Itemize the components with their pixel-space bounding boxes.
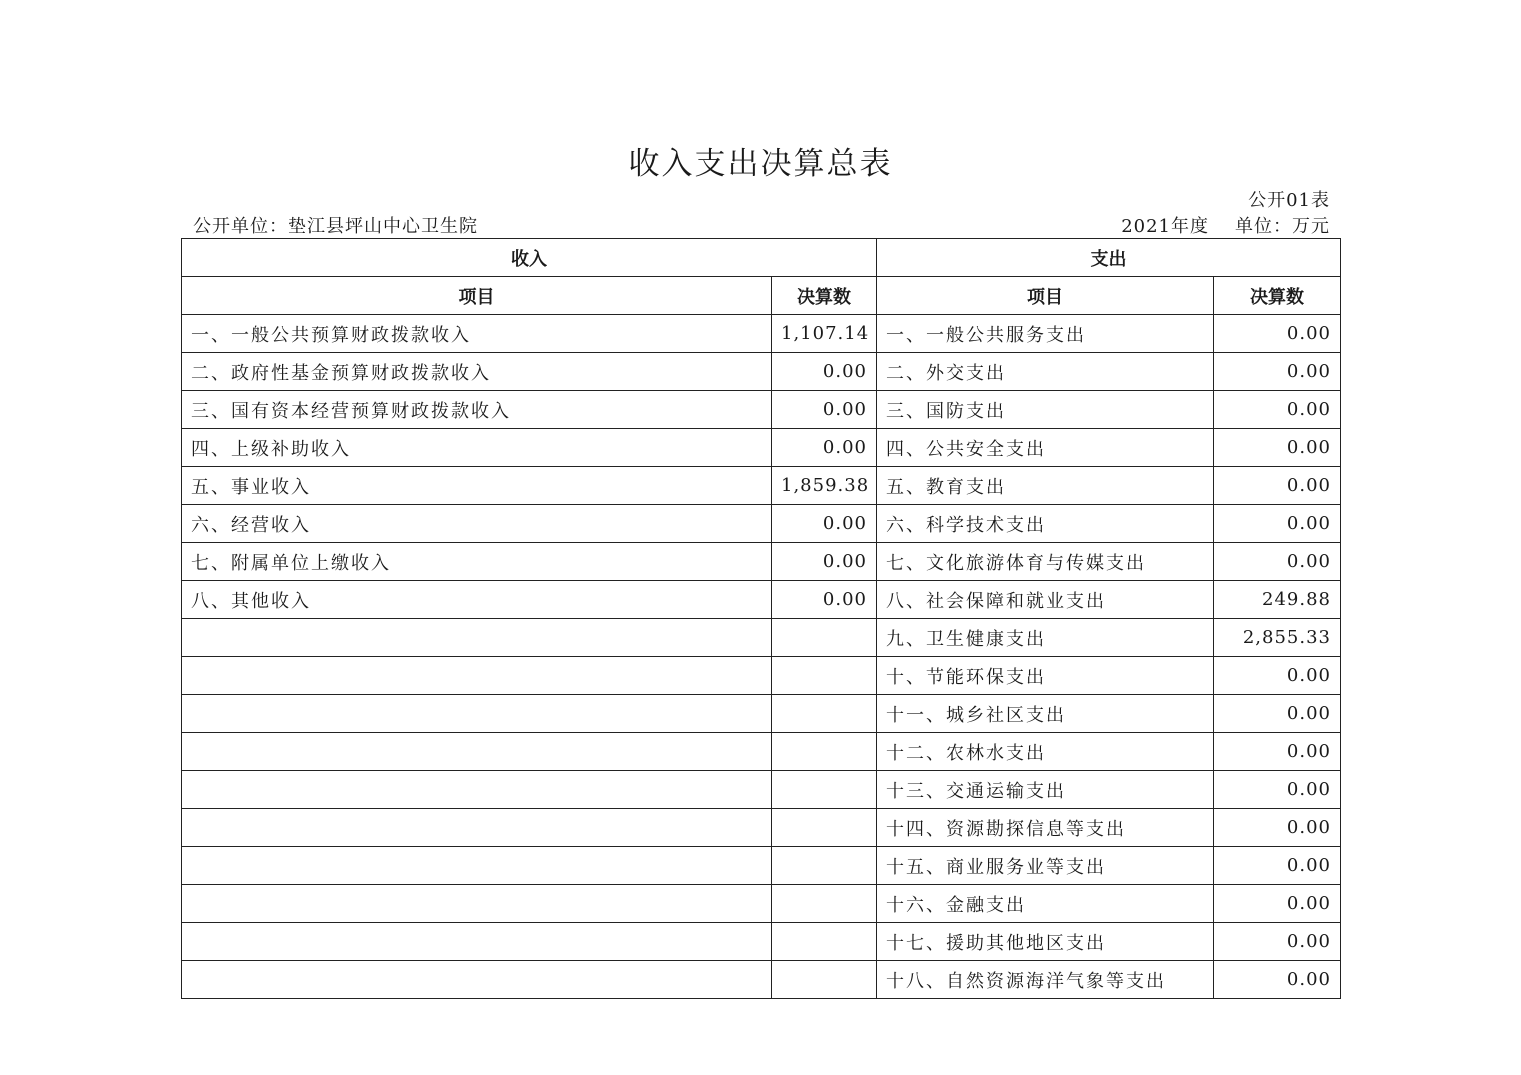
income-amount-cell <box>772 619 877 657</box>
expense-amount-cell: 0.00 <box>1214 391 1341 429</box>
expense-item-cell: 二、外交支出 <box>877 353 1214 391</box>
income-amount-cell <box>772 847 877 885</box>
expense-item-cell: 十八、自然资源海洋气象等支出 <box>877 961 1214 999</box>
expense-amount-cell: 2,855.33 <box>1214 619 1341 657</box>
table-row <box>182 847 1341 885</box>
table-row <box>182 467 1341 505</box>
expense-amount-cell: 0.00 <box>1214 809 1341 847</box>
table-row <box>182 505 1341 543</box>
income-amount-cell <box>772 885 877 923</box>
expense-item-cell: 十二、农林水支出 <box>877 733 1214 771</box>
income-item-cell: 八、其他收入 <box>182 581 772 619</box>
table-row <box>182 391 1341 429</box>
table-row <box>182 581 1341 619</box>
expense-item-cell: 十四、资源勘探信息等支出 <box>877 809 1214 847</box>
income-amount-header: 决算数 <box>772 277 877 315</box>
expense-item-cell: 一、一般公共服务支出 <box>877 315 1214 353</box>
currency-unit: 单位：万元 <box>1235 216 1330 237</box>
table-row <box>182 961 1341 999</box>
expense-item-cell: 十六、金融支出 <box>877 885 1214 923</box>
expense-amount-cell: 0.00 <box>1214 923 1341 961</box>
income-item-cell: 五、事业收入 <box>182 467 772 505</box>
income-item-cell <box>182 695 772 733</box>
table-row <box>182 429 1341 467</box>
income-item-cell <box>182 847 772 885</box>
table-group-header-row <box>182 239 1341 277</box>
expense-amount-cell: 0.00 <box>1214 733 1341 771</box>
income-item-cell <box>182 961 772 999</box>
expense-group-header: 支出 <box>877 239 1341 277</box>
form-number: 公开01表 <box>1248 190 1330 211</box>
expense-amount-cell: 0.00 <box>1214 505 1341 543</box>
income-group-header: 收入 <box>182 239 877 277</box>
expense-amount-cell: 0.00 <box>1214 695 1341 733</box>
expense-item-cell: 八、社会保障和就业支出 <box>877 581 1214 619</box>
table-row <box>182 657 1341 695</box>
table-row <box>182 771 1341 809</box>
expense-item-cell: 十三、交通运输支出 <box>877 771 1214 809</box>
income-item-cell <box>182 771 772 809</box>
page-title: 收入支出决算总表 <box>628 146 893 182</box>
expense-item-cell: 九、卫生健康支出 <box>877 619 1214 657</box>
expense-item-cell: 四、公共安全支出 <box>877 429 1214 467</box>
income-amount-cell: 0.00 <box>772 429 877 467</box>
table-row <box>182 619 1341 657</box>
expense-amount-cell: 0.00 <box>1214 353 1341 391</box>
expense-amount-header: 决算数 <box>1214 277 1341 315</box>
income-amount-cell: 1,859.38 <box>772 467 877 505</box>
table-row <box>182 353 1341 391</box>
expense-amount-cell: 0.00 <box>1214 961 1341 999</box>
income-amount-cell <box>772 771 877 809</box>
unit-info-line <box>193 212 1330 238</box>
income-item-cell <box>182 885 772 923</box>
fiscal-year: 2021年度 <box>1121 216 1209 237</box>
income-item-cell: 二、政府性基金预算财政拨款收入 <box>182 353 772 391</box>
income-amount-cell: 1,107.14 <box>772 315 877 353</box>
table-row <box>182 315 1341 353</box>
table-body <box>182 315 1341 999</box>
income-item-cell <box>182 923 772 961</box>
table-column-header-row <box>182 277 1341 315</box>
expense-item-cell: 十五、商业服务业等支出 <box>877 847 1214 885</box>
income-item-cell: 一、一般公共预算财政拨款收入 <box>182 315 772 353</box>
expense-amount-cell: 0.00 <box>1214 315 1341 353</box>
income-amount-cell: 0.00 <box>772 581 877 619</box>
expense-amount-cell: 0.00 <box>1214 885 1341 923</box>
expense-item-cell: 五、教育支出 <box>877 467 1214 505</box>
income-amount-cell: 0.00 <box>772 543 877 581</box>
expense-amount-cell: 0.00 <box>1214 467 1341 505</box>
income-item-cell: 三、国有资本经营预算财政拨款收入 <box>182 391 772 429</box>
income-expense-table <box>181 238 1341 999</box>
table-row <box>182 543 1341 581</box>
expense-item-header: 项目 <box>877 277 1214 315</box>
table-row <box>182 809 1341 847</box>
table-row <box>182 923 1341 961</box>
table-row <box>182 695 1341 733</box>
expense-amount-cell: 0.00 <box>1214 771 1341 809</box>
income-amount-cell <box>772 733 877 771</box>
income-item-cell: 六、经营收入 <box>182 505 772 543</box>
income-amount-cell: 0.00 <box>772 505 877 543</box>
income-amount-cell <box>772 809 877 847</box>
expense-amount-cell: 0.00 <box>1214 543 1341 581</box>
income-item-cell <box>182 809 772 847</box>
income-item-cell: 七、附属单位上缴收入 <box>182 543 772 581</box>
expense-item-cell: 七、文化旅游体育与传媒支出 <box>877 543 1214 581</box>
income-item-cell <box>182 657 772 695</box>
table-row <box>182 885 1341 923</box>
income-amount-cell <box>772 695 877 733</box>
expense-item-cell: 十七、援助其他地区支出 <box>877 923 1214 961</box>
income-amount-cell: 0.00 <box>772 353 877 391</box>
income-amount-cell <box>772 961 877 999</box>
income-amount-cell <box>772 657 877 695</box>
table-row <box>182 733 1341 771</box>
expense-amount-cell: 0.00 <box>1214 847 1341 885</box>
income-item-cell <box>182 619 772 657</box>
income-item-header: 项目 <box>182 277 772 315</box>
expense-amount-cell: 0.00 <box>1214 429 1341 467</box>
expense-item-cell: 三、国防支出 <box>877 391 1214 429</box>
reporting-unit: 公开单位：垫江县坪山中心卫生院 <box>193 216 478 237</box>
income-item-cell: 四、上级补助收入 <box>182 429 772 467</box>
income-item-cell <box>182 733 772 771</box>
expense-item-cell: 十一、城乡社区支出 <box>877 695 1214 733</box>
year-and-unit <box>1121 212 1330 238</box>
expense-item-cell: 六、科学技术支出 <box>877 505 1214 543</box>
income-amount-cell <box>772 923 877 961</box>
expense-item-cell: 十、节能环保支出 <box>877 657 1214 695</box>
expense-amount-cell: 249.88 <box>1214 581 1341 619</box>
income-amount-cell: 0.00 <box>772 391 877 429</box>
expense-amount-cell: 0.00 <box>1214 657 1341 695</box>
